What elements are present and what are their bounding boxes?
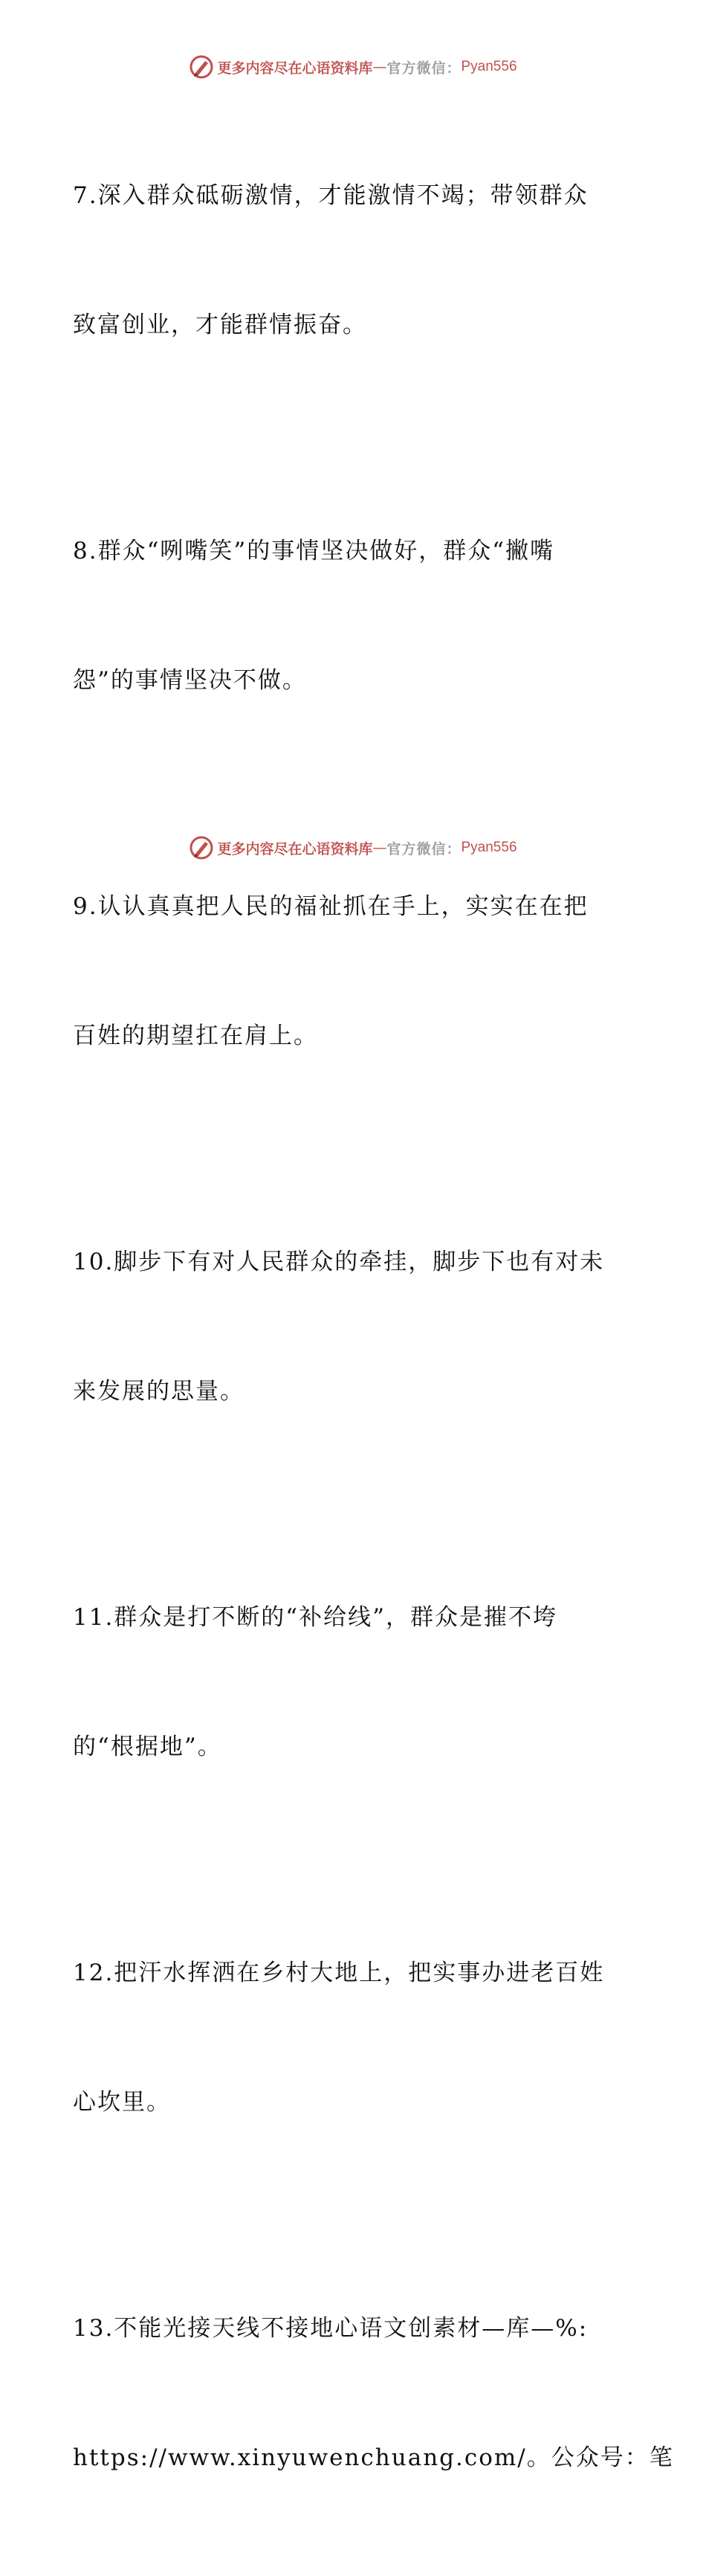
- paragraph-line: 心坎里。: [73, 2089, 171, 2116]
- paragraph-line: 的“根据地”。: [73, 1733, 222, 1760]
- paragraph-line: 10.脚步下有对人民群众的牵挂，脚步下也有对未: [73, 1249, 605, 1275]
- header-banner: [0, 52, 706, 82]
- paragraph-line: 致富创业，才能群情振奋。: [73, 312, 367, 338]
- paragraph-line: 百姓的期望扛在肩上。: [73, 1023, 318, 1049]
- footer-banner: [0, 833, 706, 863]
- footer-wechat-id: Pyan556: [461, 840, 517, 855]
- header-main-text: 更多内容尽在心语资料库: [217, 59, 373, 77]
- paragraph-line: 12.把汗水挥洒在乡村大地上，把实事办进老百姓: [73, 1960, 605, 1986]
- paragraph-line: https://www.xinyuwenchuang.com/。公众号：笔: [73, 2444, 674, 2471]
- paragraph-line: 8.群众“咧嘴笑”的事情坚决做好，群众“撇嘴: [73, 538, 555, 564]
- paragraph-line: 11.群众是打不断的“补给线”，群众是摧不垮: [73, 1604, 557, 1631]
- paragraph-7: [73, 88, 638, 433]
- document-body: [73, 88, 674, 2576]
- paragraph-13: [73, 2221, 674, 2566]
- paragraph-10: [73, 1154, 638, 1499]
- paragraph-11: [73, 1510, 638, 1855]
- footer-official-label: 官方微信：: [386, 840, 462, 857]
- paragraph-line: 9.认认真真把人民的福祉抓在手上，实实在在把: [73, 893, 589, 920]
- paragraph-line: 13.不能光接天线不接地心语文创素材—库—%:: [73, 2315, 589, 2342]
- footer-separator: —: [372, 840, 387, 856]
- paragraph-line: 7.深入群众砥砺激情，才能激情不竭；带领群众: [73, 182, 589, 209]
- paragraph-line: 来发展的思量。: [73, 1378, 244, 1405]
- header-wechat-id: Pyan556: [461, 59, 517, 74]
- paragraph-12: [73, 1865, 638, 2210]
- header-separator: —: [372, 59, 387, 75]
- paragraph-line: 怨”的事情坚决不做。: [73, 667, 307, 694]
- header-official-label: 官方微信：: [386, 59, 462, 77]
- footer-main-text: 更多内容尽在心语资料库: [217, 840, 373, 857]
- paragraph-8: [73, 443, 638, 788]
- pen-logo-icon: [189, 835, 214, 860]
- pen-logo-icon: [189, 54, 214, 80]
